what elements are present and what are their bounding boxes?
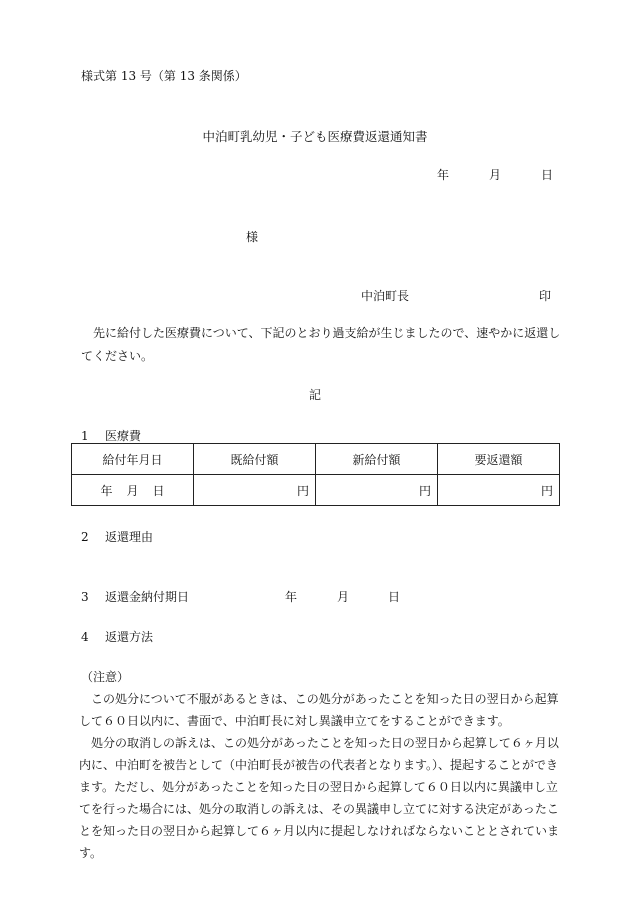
header-payment-date: 給付年月日 xyxy=(72,444,194,475)
cell-year-label: 年 xyxy=(100,483,113,498)
cell-month-label: 月 xyxy=(126,483,139,498)
ki-heading: 記 xyxy=(308,388,321,402)
section-1-title: 医療費 xyxy=(105,429,142,443)
cell-refund-amount: 円 xyxy=(438,475,560,506)
section-4-heading xyxy=(81,628,153,645)
section-3-title: 返還金納付期日 xyxy=(105,590,190,604)
date-day-label: 日 xyxy=(541,168,554,182)
medical-fee-table xyxy=(71,443,560,506)
due-year-label: 年 xyxy=(285,590,298,604)
section-2-number: 2 xyxy=(81,530,89,544)
cell-new-amount: 円 xyxy=(316,475,438,506)
form-number: 様式第 13 号（第 13 条関係） xyxy=(81,69,247,83)
date-year-label: 年 xyxy=(437,168,450,182)
addressee-suffix: 様 xyxy=(246,230,259,244)
section-3-number: 3 xyxy=(81,590,89,604)
document-title: 中泊町乳幼児・子ども医療費返還通知書 xyxy=(202,129,428,144)
notes-paragraph-2: 処分の取消しの訴えは、この処分があったことを知った日の翌日から起算して６ヶ月以内に、中泊町を被告として（中泊町長が被告の代表者となります。）、提起することができます。ただし、処分があったことを知った日の翌日から起算して６０日以内に異議申し立てを行った場合には、処分の取消しの訴えは、その異議申し立てに対する決定があったことを知った日の翌日から起算して６ヶ月以内に提起しなければならないこととされています。 xyxy=(79,736,560,860)
section-4-title: 返還方法 xyxy=(105,630,154,644)
section-1-number: 1 xyxy=(81,429,89,443)
body-paragraph: 先に給付した医療費について、下記のとおり過支給が生じましたので、速やかに返還してください。 xyxy=(81,326,561,363)
header-paid-amount: 既給付額 xyxy=(194,444,316,475)
cell-payment-date xyxy=(72,475,194,506)
issuer-name: 中泊町長 xyxy=(361,289,410,303)
notes-paragraph-1: この処分について不服があるときは、この処分があったことを知った日の翌日から起算して６０日以内に、書面で、中泊町長に対し異議申立てをすることができます。 xyxy=(79,692,559,728)
cell-day-label: 日 xyxy=(152,483,165,498)
section-1-heading xyxy=(81,427,141,444)
cell-paid-amount: 円 xyxy=(194,475,316,506)
section-2-heading xyxy=(81,528,153,545)
due-day-label: 日 xyxy=(388,590,401,604)
table-row xyxy=(72,475,560,506)
notes-heading: （注意） xyxy=(81,670,130,684)
date-month-label: 月 xyxy=(489,168,502,182)
section-2-title: 返還理由 xyxy=(105,530,154,544)
due-month-label: 月 xyxy=(337,590,350,604)
seal-mark: 印 xyxy=(539,289,552,303)
header-new-amount: 新給付額 xyxy=(316,444,438,475)
section-4-number: 4 xyxy=(81,630,89,644)
section-3-heading xyxy=(81,588,189,605)
header-refund-amount: 要返還額 xyxy=(438,444,560,475)
table-header-row xyxy=(72,444,560,475)
